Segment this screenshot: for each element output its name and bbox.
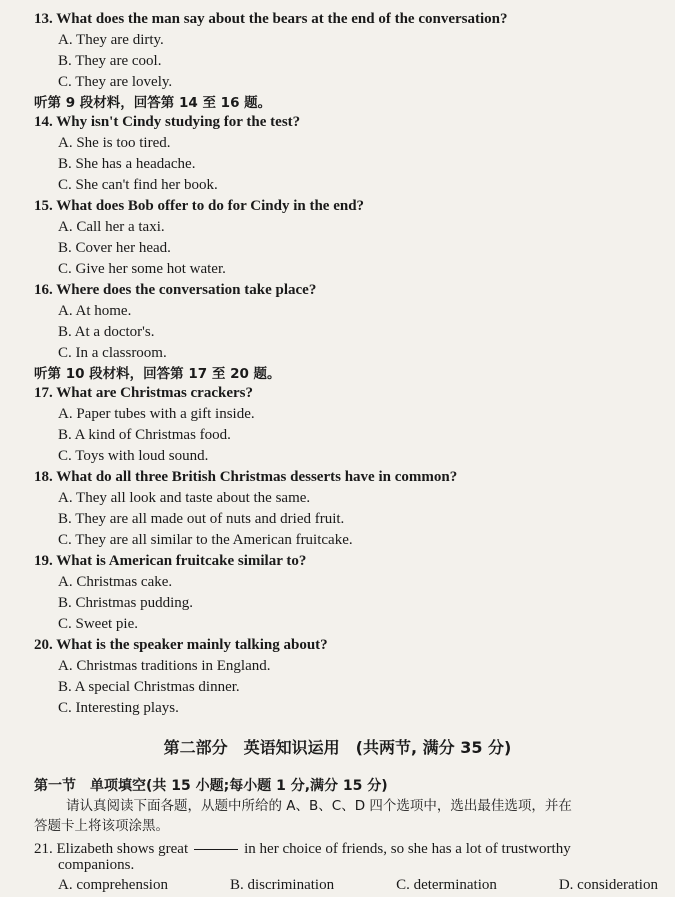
section-one-heading: 第一节 单项填空(共 15 小题;每小题 1 分,满分 15 分) — [34, 778, 388, 794]
answer-option: B. At a doctor's. — [58, 324, 155, 340]
question-stem: 14. Why isn't Cindy studying for the test? — [34, 114, 301, 130]
question-21-continuation: companions. — [58, 857, 135, 873]
option-c: C. determination — [396, 877, 497, 893]
question-21-stem-end: in her choice of friends, so she has a lot of trustworthy — [244, 841, 571, 857]
answer-option: A. Paper tubes with a gift inside. — [58, 406, 255, 422]
answer-option: C. They are lovely. — [58, 74, 173, 90]
option-a: A. comprehension — [58, 877, 168, 893]
question-21-stem: 21. Elizabeth shows great — [34, 841, 189, 857]
answer-option: A. They are dirty. — [58, 32, 164, 48]
answer-option: C. They are all similar to the American fruitcake. — [58, 532, 353, 548]
option-b: B. discrimination — [229, 877, 335, 893]
answer-option: C. She can't find her book. — [58, 177, 218, 193]
option-d: D. consideration — [558, 877, 658, 893]
answer-option: B. Christmas pudding. — [58, 595, 194, 611]
answer-option: A. Call her a taxi. — [58, 219, 165, 235]
answer-option: C. Sweet pie. — [58, 616, 138, 632]
answer-option: C. In a classroom. — [58, 345, 167, 361]
instruction-line-1: 请认真阅读下面各题，从题中所给的 A、B、C、D 四个选项中，选出最佳选项，并在 — [66, 798, 572, 814]
question-stem: 13. What does the man say about the bears at the end of the conversation? — [34, 11, 508, 27]
answer-option: B. A kind of Christmas food. — [58, 427, 231, 443]
instruction-line-2: 答题卡上将该项涂黑。 — [34, 818, 169, 834]
answer-option: A. Christmas traditions in England. — [58, 658, 271, 674]
question-21-options — [58, 876, 658, 894]
answer-option: C. Interesting plays. — [58, 700, 179, 716]
answer-option: B. Cover her head. — [58, 240, 171, 256]
answer-blank — [194, 849, 238, 850]
question-stem: 16. Where does the conversation take place? — [34, 282, 317, 298]
answer-option: B. A special Christmas dinner. — [58, 679, 240, 695]
listening-instruction: 听第 9 段材料，回答第 14 至 16 题。 — [34, 95, 272, 111]
part-two-title: 第二部分 英语知识运用 (共两节, 满分 35 分) — [163, 738, 512, 757]
question-stem: 20. What is the speaker mainly talking about? — [34, 637, 328, 653]
answer-option: A. They all look and taste about the same. — [58, 490, 311, 506]
answer-option: A. She is too tired. — [58, 135, 171, 151]
answer-option: C. Give her some hot water. — [58, 261, 226, 277]
question-stem: 19. What is American fruitcake similar to? — [34, 553, 307, 569]
question-stem: 17. What are Christmas crackers? — [34, 385, 253, 401]
answer-option: B. She has a headache. — [58, 156, 196, 172]
question-stem: 15. What does Bob offer to do for Cindy in the end? — [34, 198, 365, 214]
answer-option: A. At home. — [58, 303, 132, 319]
answer-option: B. They are cool. — [58, 53, 162, 69]
answer-option: C. Toys with loud sound. — [58, 448, 209, 464]
listening-instruction: 听第 10 段材料，回答第 17 至 20 题。 — [34, 366, 281, 382]
question-stem: 18. What do all three British Christmas desserts have in common? — [34, 469, 458, 485]
answer-option: A. Christmas cake. — [58, 574, 173, 590]
answer-option: B. They are all made out of nuts and dried fruit. — [58, 511, 345, 527]
